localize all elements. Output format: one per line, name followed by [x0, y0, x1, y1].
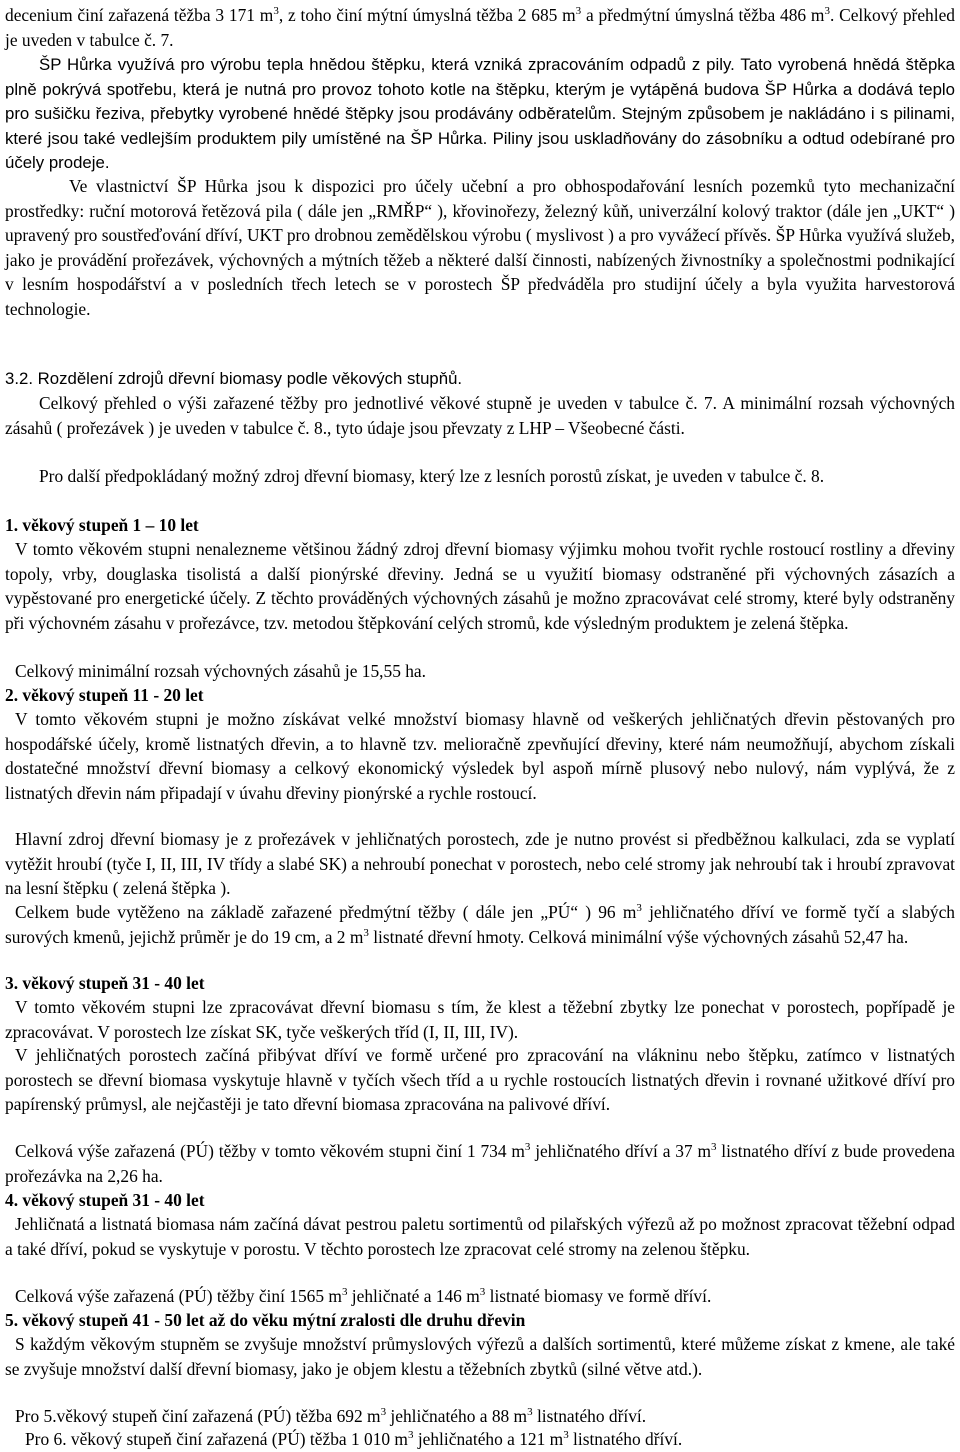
text: a předmýtní úmyslná těžba 486 m — [581, 5, 825, 25]
superscript: 3 — [824, 5, 830, 17]
superscript: 3 — [479, 1286, 486, 1298]
text: listnatého dříví. — [568, 1429, 683, 1449]
stage-2-paragraph-2: Hlavní zdroj dřevní biomasy je z prořezávek v jehličnatých porostech, zde je nutno provést si předběžnou kalkulaci, zda se vyplatí vytěžit hroubí (tyče I, II, III, IV třídy a slabé SK) a nehroubí ponechat v porostech, nebo celé stromy jak nehroubí tak i hroubí zpravovat na lesní štěpku ( zelená štěpka ). — [5, 829, 955, 899]
stage-3-paragraph-1: V tomto věkovém stupni lze zpracovávat dřevní biomasu s tím, že klest a těžební zbytky lze ponechat v porostech, popřípadě je zpracovávat. V porostech lze získat SK, tyče veškerých tříd (I, II, III, IV). — [5, 997, 955, 1042]
stage-3-title: 3. věkový stupeň 31 - 40 let — [5, 973, 205, 993]
superscript: 3 — [563, 1429, 569, 1441]
text: listnaté dřevní hmoty. Celková minimální výše výchovných zásahů 52,47 ha. — [368, 926, 909, 947]
superscript: 3 — [273, 5, 279, 17]
text: Celková výše zařazená (PÚ) těžby činí 1565 m — [15, 1286, 342, 1306]
text: Pro 6. věkový stupeň činí zařazená (PÚ) těžba 1 010 m — [25, 1429, 408, 1449]
superscript: 3 — [341, 1286, 348, 1298]
superscript: 3 — [407, 1429, 414, 1441]
stage-4-title: 4. věkový stupeň 31 - 40 let — [5, 1190, 205, 1210]
text: . Celkový přehled je uveden v tabulce č. 7. — [5, 5, 955, 50]
intro-paragraph-3: Ve vlastnictví ŠP Hůrka jsou k dispozici pro účely učební a pro obhospodařování lesních pozemků tyto mechanizační prostředky: ruční motorová řetězová pila ( dále jen „RMŘP“ ), křovinořezy, železný kůň, univerzální kolový traktor (dále jen „UKT“ ) upravený pro soustřeďování dříví, UKT pro drobnou zemědělskou výrobu ( myslivost ) a pro vyvážecí přívěs. ŠP Hůrka využívá služeb, jako je provádění prořezávek, výchovných a mýtních těžeb a některé další činnosti, nabízených živnostníky a společnostmi podnikající v lesním hospodářství a v posledních třech letech se v porostech ŠP předváděla pro studijní účely a byla využita harvestorová technologie. — [5, 176, 955, 319]
stage-3-paragraph-3 — [5, 1139, 955, 1188]
stage-5-paragraph-1: S každým věkovým stupněm se zvyšuje množství průmyslových výřezů a dalších sortimentů, které můžeme získat z kmene, ale také se zvyšuje množství další dřevní biomasy, jako je objem klestu a těžebních zbytků (silné větve atd.). — [5, 1334, 955, 1379]
stage-2-title: 2. věkový stupeň 11 - 20 let — [5, 685, 204, 705]
text: listnaté biomasy ve formě dříví. — [485, 1286, 712, 1306]
text: jehličnatého a 121 m — [413, 1429, 564, 1449]
text: , z toho činí mýtní úmyslná těžba 2 685 m — [278, 5, 576, 25]
stage-1-paragraph-2: Celkový minimální rozsah výchovných zásahů je 15,55 ha. — [15, 661, 426, 681]
superscript: 3 — [710, 1141, 717, 1153]
text: jehličnatého dříví ve formě tyčí a slabých surových kmenů, jejichž průměr je do 19 cm, a 2 m — [5, 902, 955, 947]
intro-paragraph-1 — [5, 3, 955, 52]
text: Celkem bude vytěženo na základě zařazené předmýtní těžby ( dále jen „PÚ“ ) 96 m — [15, 902, 637, 922]
text: listnatého dříví. — [532, 1406, 647, 1426]
superscript: 3 — [575, 5, 582, 17]
text: decenium činí zařazená těžba 3 171 m — [5, 5, 274, 25]
section-heading: 3.2. Rozdělení zdrojů dřevní biomasy podle věkových stupňů. — [5, 369, 463, 388]
stage-4-paragraph-1: Jehličnatá a listnatá biomasa nám začíná dávat pestrou paletu sortimentů od pilařských výřezů až po možnost zpracovat těžební odpad a také dříví, pokud se vyskytuje v porostu. V těchto porostech lze zpracovat celé stromy na zelenou štěpku. — [5, 1214, 955, 1259]
stage-1-paragraph-1: V tomto věkovém stupni nenalezneme většinou žádný zdroj dřevní biomasy výjimku mohou tvořit rychle rostoucí rostliny a dřeviny topoly, vrby, douglaska tisolistá a další pionýrské dřeviny. Jedná se u využití biomasy odstraněné při výchovných zásazích a vypěstované pro energetické účely. Z těchto prováděných výchovných zásahů je možno zpracovávat celé stromy, které byly odstraněny při výchovném zásahu v prořezávce, tzv. metodou štěpkování celých stromů, kde výsledným produktem je zelená štěpka. — [5, 539, 955, 633]
superscript: 3 — [636, 902, 642, 914]
superscript: 3 — [363, 926, 369, 939]
stage-5-paragraph-2 — [5, 1404, 955, 1429]
text: jehličnaté a 146 m — [347, 1286, 480, 1306]
text: jehličnatého a 88 m — [386, 1406, 528, 1426]
stage-5-title: 5. věkový stupeň 41 - 50 let až do věku mýtní zralosti dle druhu dřevin — [5, 1310, 526, 1330]
stage-1-title: 1. věkový stupeň 1 – 10 let — [5, 515, 199, 535]
superscript: 3 — [380, 1406, 387, 1418]
stage-3-paragraph-2: V jehličnatých porostech začíná přibývat dříví ve formě určené pro zpracování na vlákninu nebo štěpku, zatímco v listnatých porostech se dřevní biomasa vyskytuje hlavně v tyčích všech tříd a u rychle rostoucích listnatých dřevin i rovnané užitkové dříví pro papírenský průmysl, ale nejčastěji je tato dřevní biomasa zpracována na palivové dříví. — [5, 1045, 955, 1115]
text: listnatého dříví z bude provedena prořezávka na 2,26 ha. — [5, 1141, 956, 1186]
text: Celková výše zařazená (PÚ) těžby v tomto věkovém stupni činí 1 734 m — [15, 1141, 525, 1161]
stage-2-paragraph-1: V tomto věkovém stupni je možno získávat velké množství biomasy hlavně od veškerých jehličnatých dřevin pěstovaných pro hospodářské účely, kromě listnatých dřevin, a to hlavně tzv. melioračně zpevňující dřeviny, které nám neumožňují, abychom získali dostatečné množství dřevní biomasy a celkový ekonomický výsledek byl aspoň mírně plusový nebo nulový, nám vyplývá, že z listnatých dřevin nám připadají v úvahu dřeviny pionýrské a rychle rostoucí. — [5, 709, 955, 803]
stage-4-paragraph-2 — [5, 1284, 955, 1309]
text: jehličnatého dříví a 37 m — [530, 1141, 711, 1161]
stage-2-paragraph-3 — [5, 900, 955, 949]
intro-paragraph-2: ŠP Hůrka využívá pro výrobu tepla hnědou štěpku, která vzniká zpracováním odpadů z pily. Tato vyrobená hnědá štěpka plně pokrývá spotřebu, která je nutná pro provoz tohoto kotle na štěpku, kterým je vytápěná budova ŠP Hůrka a dodává teplo pro sušičku řeziva, přebytky vyrobené hnědé štěpky jsou prodávány odběratelům. Stejným způsobem je nakládáno i s pilinami, které jsou také vedlejším produktem pily umístěné na ŠP Hůrka. Piliny jsou uskladňovány do zásobníku a odtud odebírané pro účely prodeje. — [5, 55, 955, 173]
superscript: 3 — [527, 1406, 533, 1418]
section-paragraph-2: Pro další předpokládaný možný zdroj dřevní biomasy, který lze z lesních porostů získat, je uveden v tabulce č. 8. — [39, 466, 825, 486]
stage-5-paragraph-3 — [5, 1427, 955, 1452]
section-paragraph-1: Celkový přehled o výši zařazené těžby pro jednotlivé věkové stupně je uveden v tabulce č. 7. A minimální rozsah výchovných zásahů ( prořezávek ) je uveden v tabulce č. 8., tyto údaje jsou převzaty z LHP – Všeobecné části. — [5, 393, 955, 438]
superscript: 3 — [524, 1141, 531, 1153]
text: Pro 5.věkový stupeň činí zařazená (PÚ) těžba 692 m — [15, 1406, 381, 1426]
